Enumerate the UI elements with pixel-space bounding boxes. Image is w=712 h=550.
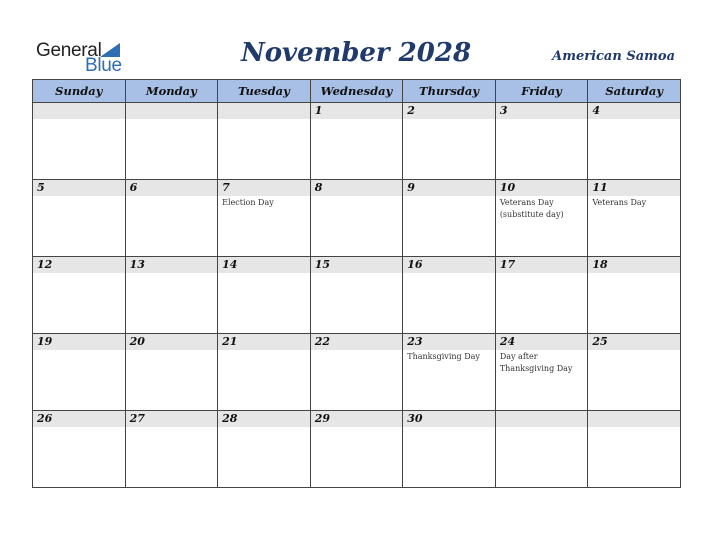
day-number-strip bbox=[126, 180, 218, 196]
day-cell bbox=[33, 103, 126, 180]
day-number-strip bbox=[33, 103, 125, 119]
day-number: 21 bbox=[222, 335, 238, 348]
day-number-strip bbox=[403, 103, 495, 119]
day-number: 19 bbox=[37, 335, 53, 348]
day-cell bbox=[588, 411, 681, 488]
week-row bbox=[33, 334, 681, 411]
day-cell bbox=[495, 257, 588, 334]
day-number: 16 bbox=[407, 258, 423, 271]
day-number-strip bbox=[33, 180, 125, 196]
day-number: 8 bbox=[314, 181, 323, 194]
day-number-strip bbox=[496, 334, 588, 350]
day-cell bbox=[588, 257, 681, 334]
day-number-strip bbox=[403, 411, 495, 427]
day-number-strip bbox=[403, 257, 495, 273]
day-cell bbox=[495, 334, 588, 411]
day-cell bbox=[125, 103, 218, 180]
day-number: 15 bbox=[314, 258, 330, 271]
day-number: 4 bbox=[592, 104, 601, 117]
day-number-strip bbox=[218, 411, 310, 427]
day-cell bbox=[218, 257, 311, 334]
day-number: 2 bbox=[407, 104, 415, 117]
day-cell bbox=[218, 180, 311, 257]
week-row bbox=[33, 411, 681, 488]
day-number-strip bbox=[311, 257, 403, 273]
day-number: 25 bbox=[592, 335, 608, 348]
day-cell bbox=[125, 334, 218, 411]
day-cell bbox=[403, 257, 496, 334]
day-number-strip bbox=[496, 180, 588, 196]
day-number-strip bbox=[218, 257, 310, 273]
day-number: 6 bbox=[129, 181, 138, 194]
day-cell bbox=[218, 411, 311, 488]
day-number-strip bbox=[496, 411, 588, 427]
day-number-strip bbox=[588, 411, 680, 427]
week-row bbox=[33, 257, 681, 334]
day-number-strip bbox=[588, 334, 680, 350]
day-cell bbox=[33, 257, 126, 334]
day-number-strip bbox=[311, 103, 403, 119]
day-number: 10 bbox=[499, 181, 516, 194]
holiday-event: (substitute day) bbox=[499, 210, 564, 219]
weekday-saturday: Saturday bbox=[588, 80, 681, 103]
day-number: 29 bbox=[314, 412, 330, 425]
day-number: 17 bbox=[499, 258, 516, 271]
day-number: 23 bbox=[407, 335, 423, 348]
day-cell bbox=[218, 103, 311, 180]
day-number: 26 bbox=[37, 412, 53, 425]
day-number-strip bbox=[588, 180, 680, 196]
weekday-wednesday: Wednesday bbox=[310, 80, 403, 103]
weekday-friday: Friday bbox=[495, 80, 588, 103]
calendar-grid bbox=[32, 79, 681, 488]
day-cell bbox=[33, 411, 126, 488]
day-number: 28 bbox=[222, 412, 238, 425]
day-number-strip bbox=[126, 103, 218, 119]
day-cell bbox=[310, 180, 403, 257]
day-number-strip bbox=[403, 180, 495, 196]
day-number: 9 bbox=[407, 181, 415, 194]
day-number-strip bbox=[218, 334, 310, 350]
day-cell bbox=[33, 334, 126, 411]
holiday-event: Veterans Day bbox=[499, 198, 554, 207]
day-number: 20 bbox=[129, 335, 145, 348]
day-cell bbox=[403, 411, 496, 488]
day-number: 24 bbox=[499, 335, 516, 348]
day-cell bbox=[495, 103, 588, 180]
day-cell bbox=[310, 103, 403, 180]
day-cell bbox=[495, 411, 588, 488]
weekday-header-row bbox=[33, 80, 681, 103]
day-number: 14 bbox=[222, 258, 238, 271]
day-cell bbox=[588, 334, 681, 411]
logo-general-text: General bbox=[36, 40, 102, 61]
day-number-strip bbox=[403, 334, 495, 350]
weekday-monday: Monday bbox=[125, 80, 218, 103]
day-number-strip bbox=[311, 180, 403, 196]
day-cell bbox=[33, 180, 126, 257]
day-number: 11 bbox=[592, 181, 608, 194]
day-number-strip bbox=[126, 334, 218, 350]
day-cell bbox=[125, 257, 218, 334]
day-number-strip bbox=[126, 411, 218, 427]
holiday-event: Thanksgiving Day bbox=[499, 364, 573, 373]
day-cell bbox=[310, 334, 403, 411]
day-number: 5 bbox=[37, 181, 45, 194]
holiday-event: Election Day bbox=[222, 198, 274, 207]
holiday-event: Thanksgiving Day bbox=[407, 352, 480, 361]
holiday-event: Day after bbox=[499, 352, 538, 361]
day-cell bbox=[403, 334, 496, 411]
weekday-tuesday: Tuesday bbox=[218, 80, 311, 103]
calendar-title: November 2028 bbox=[240, 38, 472, 68]
day-cell bbox=[495, 180, 588, 257]
week-row bbox=[33, 103, 681, 180]
day-number: 1 bbox=[314, 104, 323, 117]
day-number-strip bbox=[496, 103, 588, 119]
holiday-event: Veterans Day bbox=[592, 198, 647, 207]
day-number: 30 bbox=[407, 412, 423, 425]
day-cell bbox=[125, 411, 218, 488]
day-number-strip bbox=[588, 257, 680, 273]
day-number-strip bbox=[33, 257, 125, 273]
day-cell bbox=[588, 180, 681, 257]
day-number: 12 bbox=[37, 258, 53, 271]
day-cell bbox=[403, 103, 496, 180]
day-number-strip bbox=[126, 257, 218, 273]
week-row bbox=[33, 180, 681, 257]
day-cell bbox=[310, 411, 403, 488]
day-cell bbox=[125, 180, 218, 257]
weekday-thursday: Thursday bbox=[403, 80, 496, 103]
day-number-strip bbox=[218, 103, 310, 119]
day-number-strip bbox=[588, 103, 680, 119]
day-number: 22 bbox=[314, 335, 330, 348]
day-cell bbox=[218, 334, 311, 411]
day-number: 13 bbox=[129, 258, 145, 271]
day-cell bbox=[310, 257, 403, 334]
day-cell bbox=[588, 103, 681, 180]
day-number: 18 bbox=[592, 258, 608, 271]
logo-blue-text: Blue bbox=[85, 55, 122, 76]
weekday-sunday: Sunday bbox=[33, 80, 126, 103]
region-label: American Samoa bbox=[552, 49, 675, 64]
day-number: 7 bbox=[222, 181, 230, 194]
day-number-strip bbox=[33, 411, 125, 427]
day-number-strip bbox=[311, 411, 403, 427]
day-cell bbox=[403, 180, 496, 257]
day-number-strip bbox=[218, 180, 310, 196]
day-number-strip bbox=[311, 334, 403, 350]
day-number-strip bbox=[496, 257, 588, 273]
day-number-strip bbox=[33, 334, 125, 350]
day-number: 3 bbox=[499, 104, 508, 117]
day-number: 27 bbox=[129, 412, 145, 425]
